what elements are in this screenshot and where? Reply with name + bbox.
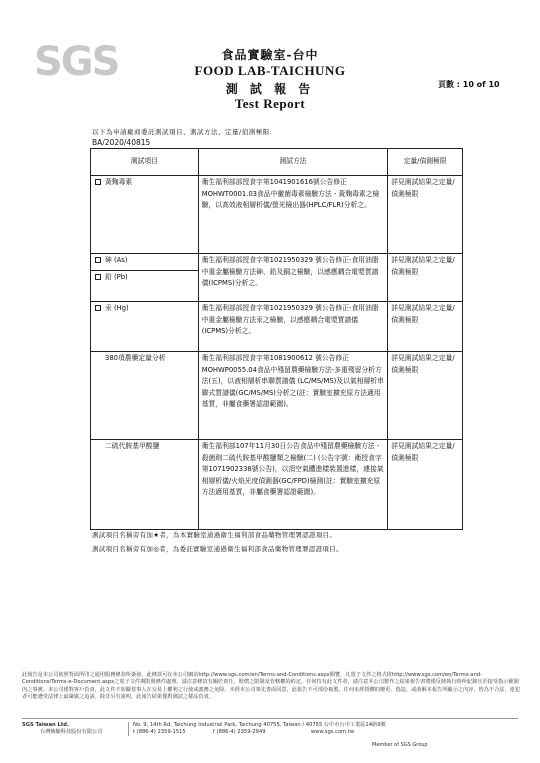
lab-title-cn: 食品實驗室-台中 <box>221 48 319 62</box>
footer-divider <box>22 718 518 719</box>
test-item: 鉛 (Pb) <box>91 271 198 285</box>
table-row <box>91 352 463 440</box>
note-star: 測試項目名稱旁有加★者，為本實驗室通過衛生福利部食品藥物管理署認證項目。 <box>92 531 337 539</box>
footer-phone: t (886-4) 2359-1515 <box>133 729 186 735</box>
checkbox-icon <box>95 179 101 185</box>
footer-fax: f (886-4) 2359-2949 <box>213 729 266 735</box>
company-name-cn: 台灣檢驗科技股份有限公司 <box>40 729 103 735</box>
header-test-item: 測試項目 <box>91 149 199 176</box>
note-circle: 測試項目名稱旁有加◎者，為委託實驗室通過衛生福利部食品藥物管理署認證項目。 <box>92 545 343 553</box>
intro-text: 以下為申請廠商委託測試項目、測試方法、定量/偵測極限: <box>92 128 273 136</box>
test-item: 砷 (As) <box>91 254 198 271</box>
limit-cell: 詳見測試結果之定量/偵測極限 <box>388 352 463 440</box>
test-item-cell <box>91 440 199 530</box>
method-cell: 衛生福利部部授食字第1081900612 號公告修正MOHWP0055.04食品中殘留農藥檢驗方法-多重殘留分析方法(五)，以液相層析串聯質譜儀 (LC/MS/MS)及以氣相層析串聯式質譜儀(GC/MS/MS)分析之(註：實驗室擴充原方法適用基質，非屬食藥署認證範圍)。 <box>198 352 388 440</box>
table-row <box>91 440 463 530</box>
footer-separator <box>128 722 129 736</box>
method-cell: 衛生福利部部授食字第1021950329 號公告修正-食用油脂中重金屬檢驗方法汞之檢驗，以感應耦合電漿質譜儀(ICPMS)分析之。 <box>198 302 388 352</box>
footer-company <box>22 722 132 736</box>
table-row <box>91 254 463 302</box>
checkbox-icon <box>95 305 101 311</box>
lab-title-en: FOOD LAB-TAICHUNG <box>194 63 346 78</box>
footer-member: Member of SGS Group <box>372 742 428 748</box>
table-row <box>91 176 463 254</box>
test-item-cell <box>91 352 199 440</box>
test-item: 二硫代胺基甲酸鹽 <box>105 442 160 450</box>
footer-address: No. 9, 14th Rd. Taichung Industrial Park, Taichung 40755, Taiwan / 40755 台中市台中工業區14路9號 <box>133 722 386 728</box>
checkbox-icon <box>95 257 101 263</box>
footer-website: www.sgs.com.tw <box>310 729 355 735</box>
limit-cell: 詳見測試結果之定量/偵測極限 <box>388 440 463 530</box>
method-cell: 衛生福利部部授食字第1041901616號公告修正MOHWT0001.03食品中黴菌毒素檢驗方法 - 黃麴毒素之檢驗，以高效液相層析儀/螢光檢出器(HPLC/FLR)分析之。 <box>198 176 388 254</box>
test-item: 黃麴毒素 <box>95 177 195 189</box>
report-title-en: Test Report <box>234 96 306 111</box>
test-methods-table <box>90 148 463 530</box>
footer-disclaimer: 此報告是本公司依照背面所印之通用服務條款所簽發，此條款可在本公司網站http://www.sgs.com/en/Terms-and-Conditions.aspx閱覽，凡電子文件之格式依http://www.sgs.com/en/Terms-and-Conditions/Terms-e-Document.aspx之電子文件期限與條件處理。請注意條款有關於責任、賠償之限制及管轄權的約定。任何持有此文件者，請注意本公司製作之結果報告書將僅反映執行時所紀錄且於接受指示範圍內之事實。本公司僅對客戶負責，此文件不妨礙當事人在交易上權利之行使或義務之免除。未經本公司事先書面同意，此報告不可部份複製。任何未經授權的變更、偽造、或曲解本報告所顯示之內容，皆為不合法，違犯者可能遭受法律上最嚴厲之追訴。除非另有說明，此報告結果僅對測試之樣品負責。 <box>22 672 521 701</box>
limit-cell: 詳見測試結果之定量/偵測極限 <box>388 176 463 254</box>
table-row <box>91 302 463 352</box>
header-test-method: 測試方法 <box>198 149 388 176</box>
test-item: 380項農藥定量分析 <box>105 354 166 362</box>
sgs-logo: SGS <box>34 39 119 85</box>
footer-contact <box>133 722 463 736</box>
test-item-cell <box>91 254 199 302</box>
header-limit: 定量/偵測極限 <box>388 149 463 176</box>
test-item-cell <box>91 176 199 254</box>
report-title-cn: 測 試 報 告 <box>225 82 315 96</box>
limit-cell: 詳見測試結果之定量/偵測極限 <box>388 302 463 352</box>
report-number: BA/2020/40815 <box>92 138 151 147</box>
table-header-row <box>91 149 463 176</box>
limit-cell: 詳見測試結果之定量/偵測極限 <box>388 254 463 302</box>
method-cell: 衛生福利部部授食字第1021950329 號公告修正-食用油脂中重金屬檢驗方法砷、鉛及銅之檢驗，以感應耦合電漿質譜儀(ICPMS)分析之。 <box>198 254 388 302</box>
test-item: 汞 (Hg) <box>95 303 195 315</box>
company-name-en: SGS Taiwan Ltd. <box>22 722 69 728</box>
checkbox-icon <box>95 274 101 280</box>
method-cell: 衛生福利部107年11月30日公告食品中殘留農藥檢驗方法 - 殺菌劑二硫代胺基甲酸鹽類之檢驗(二) (公告字號：衛授食字第1071902338號公告)，以頂空氣體進樣裝置進樣，連接氣相層析儀/火焰光度偵測器(GC/FPD)檢測(註：實驗室擴充原方法適用基質，非屬食藥署認證範圍)。 <box>198 440 388 530</box>
page-number: 頁數 : 10 of 10 <box>438 80 500 89</box>
test-item-cell <box>91 302 199 352</box>
footer-phones <box>133 729 463 736</box>
